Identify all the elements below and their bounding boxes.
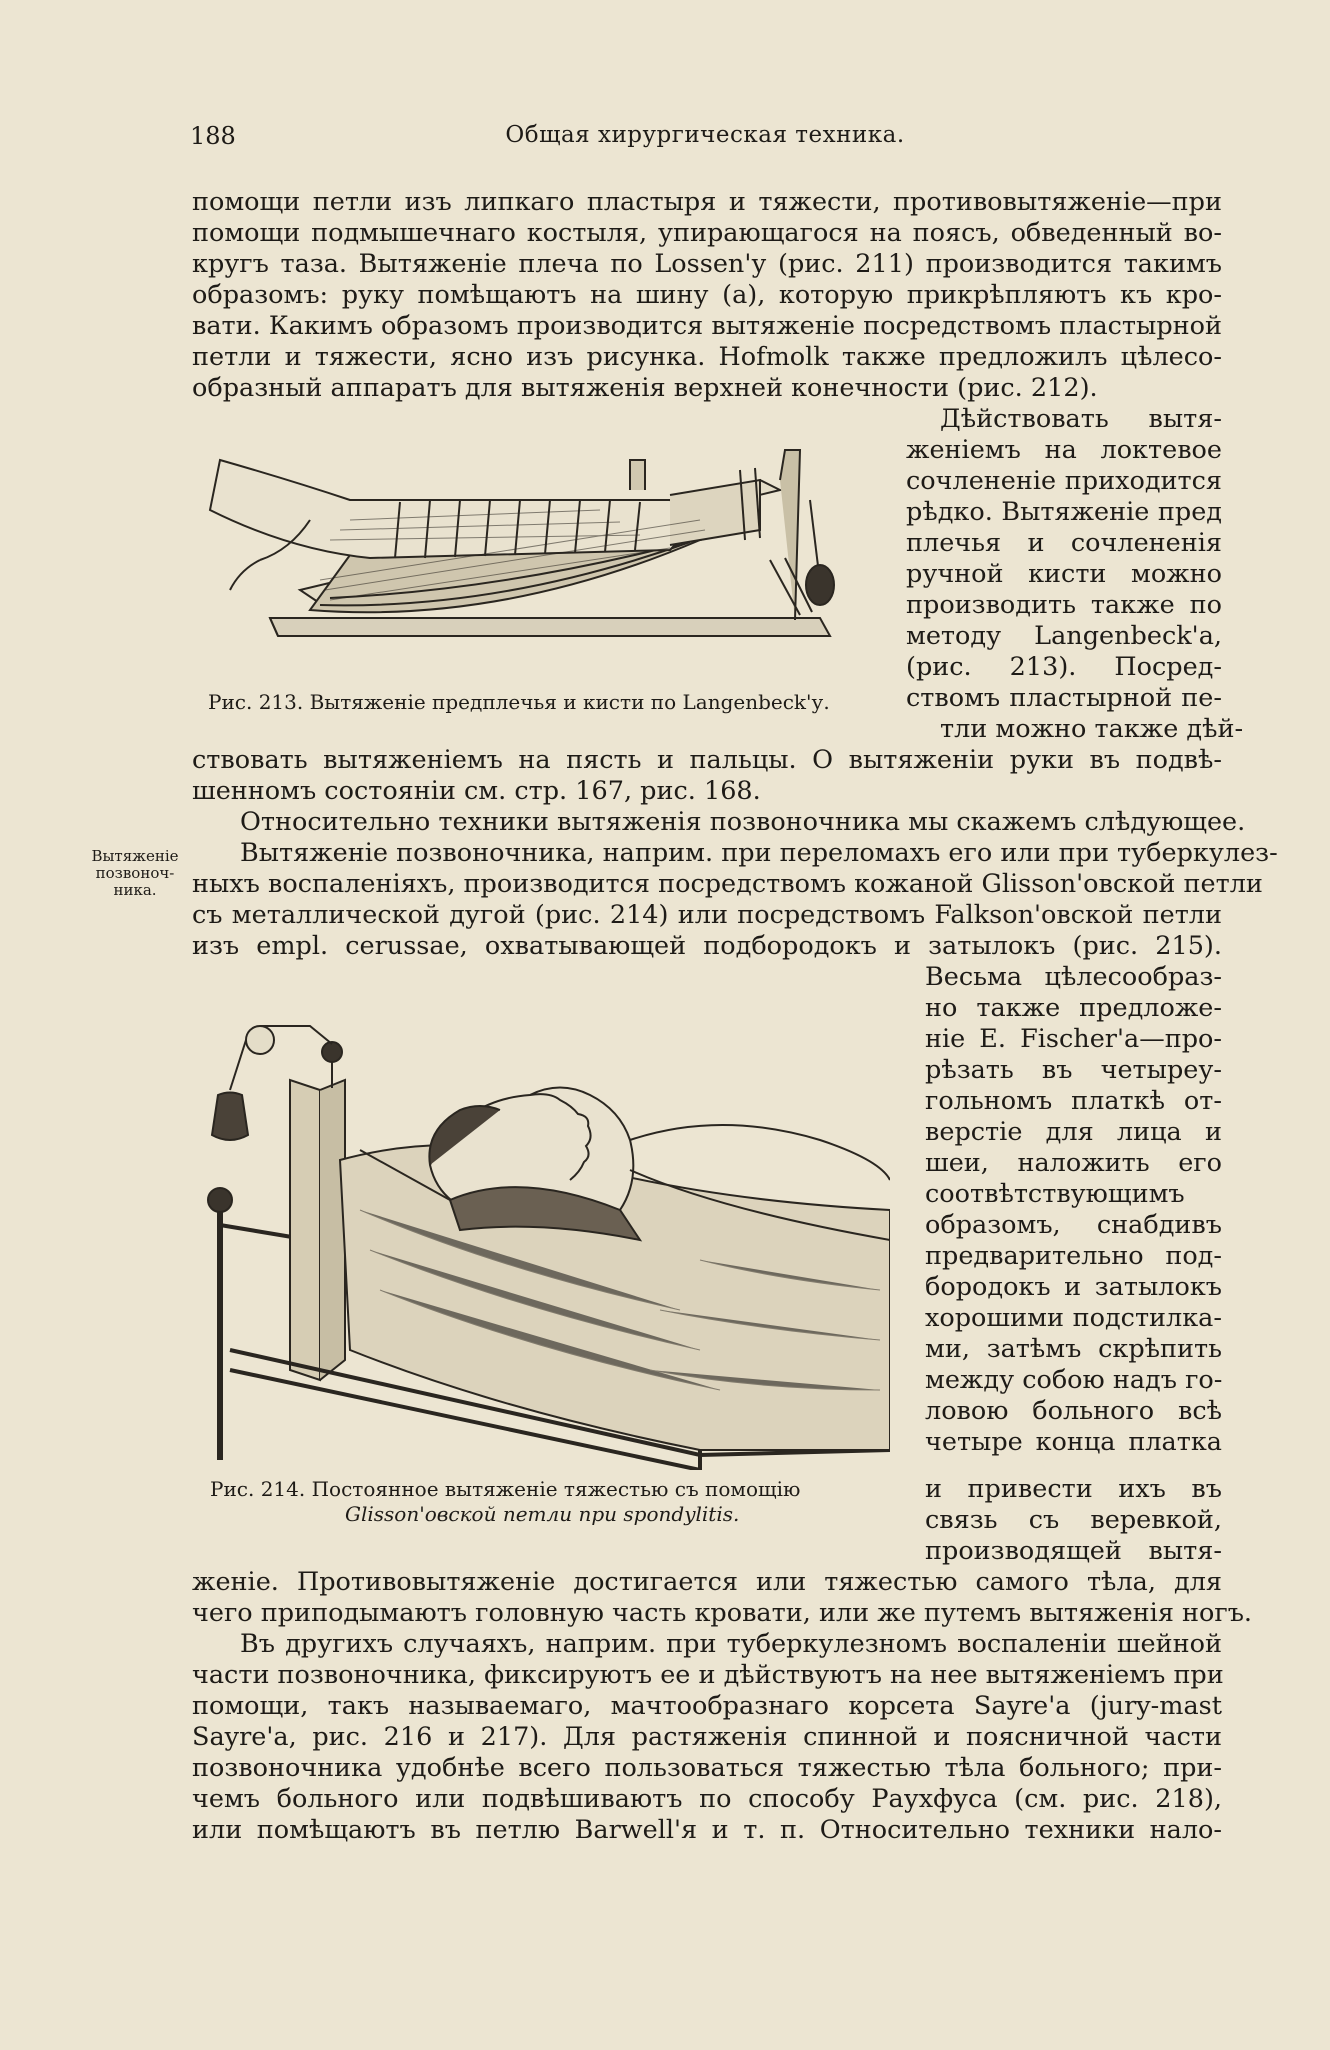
text-line: Дѣйствовать вытя- [940, 404, 1222, 434]
margin-note [74, 848, 196, 899]
text-line: части позвоночника, фиксируютъ ее и дѣйствуютъ на нее вытяженіемъ при [192, 1660, 1224, 1690]
text-line: тли можно также дѣй- [940, 714, 1244, 744]
text-line: рѣдко. Вытяженіе пред [906, 497, 1222, 527]
running-title: Общая хирургическая техника. [505, 122, 905, 148]
text-line: производить также по [906, 590, 1222, 620]
text-line: но также предложе- [925, 993, 1222, 1023]
text-line: ствовать вытяженіемъ на пясть и пальцы. О вытяженіи руки въ подвѣ- [192, 745, 1222, 775]
text-line: ныхъ воспаленіяхъ, производится посредствомъ кожаной Glisson'овской петли [192, 869, 1263, 899]
text-line: четыре конца платка [925, 1427, 1222, 1457]
margin-note-line: ника. [113, 881, 157, 899]
text-line: позвоночника удобнѣе всего пользоваться тяжестью тѣла больного; при- [192, 1753, 1222, 1783]
text-line: бородокъ и затылокъ [925, 1272, 1222, 1302]
text-line: верстіе для лица и [925, 1117, 1222, 1147]
text-line: вати. Какимъ образомъ производится вытяженіе посредствомъ пластырной [192, 311, 1222, 341]
text-line: образомъ: руку помѣщаютъ на шину (а), которую прикрѣпляютъ къ кро- [192, 280, 1222, 310]
text-line: кругъ таза. Вытяженіе плеча по Lossen'у (рис. 211) производится такимъ [192, 249, 1222, 279]
text-line: Вытяженіе позвоночника, наприм. при переломахъ его или при туберкулез- [240, 838, 1278, 868]
text-line: гольномъ платкѣ от- [925, 1086, 1222, 1116]
text-line: изъ empl. cerussae, охватывающей подбородокъ и затылокъ (рис. 215). [192, 931, 1222, 961]
text-line: женіемъ на локтевое [906, 435, 1222, 465]
margin-note-line: позвоноч- [95, 864, 175, 882]
text-line: ловою больного всѣ [925, 1396, 1222, 1426]
text-line: чемъ больного или подвѣшиваютъ по способу Рауxфуса (см. рис. 218), [192, 1784, 1222, 1814]
figure-213-caption: Рис. 213. Вытяженіе предплечья и кисти по Langenbeck'у. [208, 690, 830, 714]
text-line: хорошими подстилка- [925, 1303, 1222, 1333]
text-line: соотвѣтствующимъ [925, 1179, 1185, 1209]
text-line: Въ другихъ случаяхъ, наприм. при туберкулезномъ воспаленіи шейной [240, 1629, 1222, 1659]
text-line: помощи подмышечнаго костыля, упирающагося на поясъ, обведенный во- [192, 218, 1222, 248]
text-line: Относительно техники вытяженія позвоночника мы скажемъ слѣдующее. [240, 807, 1246, 837]
text-line: ствомъ пластырной пе- [906, 683, 1222, 713]
text-line: ніе E. Fischer'a—про- [925, 1024, 1222, 1054]
text-line: сочлененіе приходится [906, 466, 1222, 496]
figure-214-caption-line-1: Рис. 214. Постоянное вытяженіе тяжестью съ помощію [210, 1477, 801, 1501]
margin-note-line: Вытяженіе [91, 847, 179, 865]
running-header [190, 122, 1220, 156]
text-line: или помѣщаютъ въ петлю Barwell'я и т. п. Относительно техники нало- [192, 1815, 1222, 1845]
text-line: Sayre'a, рис. 216 и 217). Для растяженія спинной и поясничной части [192, 1722, 1222, 1752]
text-line: и привести ихъ въ [925, 1474, 1222, 1504]
text-line: производящей вытя- [925, 1536, 1222, 1566]
text-line: съ металлической дугой (рис. 214) или посредствомъ Falkson'овской петли [192, 900, 1222, 930]
text-line: предварительно под- [925, 1241, 1222, 1271]
figure-214-caption-line-2: Glisson'овской петли при spondylitis. [345, 1502, 740, 1526]
text-line: помощи, такъ называемаго, мачтообразнаго корсета Sayre'a (jury-mast [192, 1691, 1222, 1721]
figure-214-illustration [200, 1010, 890, 1470]
text-line: ми, затѣмъ скрѣпить [925, 1334, 1222, 1364]
figure-213-illustration [200, 440, 860, 670]
text-line: Весьма цѣлесообраз- [925, 962, 1222, 992]
text-line: шенномъ состояніи см. стр. 167, рис. 168. [192, 776, 761, 806]
text-line: методу Langenbeck'a, [906, 621, 1222, 651]
text-line: между собою надъ го- [925, 1365, 1223, 1395]
text-line: помощи петли изъ липкаго пластыря и тяжести, противовытяженіе—при [192, 187, 1222, 217]
text-line: связь съ веревкой, [925, 1505, 1222, 1535]
text-line: ручной кисти можно [906, 559, 1222, 589]
text-line: женіе. Противовытяженіе достигается или тяжестью самого тѣла, для [192, 1567, 1222, 1597]
text-line: рѣзать въ четыреу- [925, 1055, 1222, 1085]
text-line: (рис. 213). Посред- [906, 652, 1222, 682]
text-line: плечья и сочлененія [906, 528, 1222, 558]
text-line: чего приподымаютъ головную часть кровати, или же путемъ вытяженія ногъ. [192, 1598, 1253, 1628]
text-line: образомъ, снабдивъ [925, 1210, 1222, 1240]
page-number: 188 [190, 122, 236, 150]
text-line: петли и тяжести, ясно изъ рисунка. Hofmolk также предложилъ цѣлесо- [192, 342, 1222, 372]
text-line: образный аппаратъ для вытяженія верхней конечности (рис. 212). [192, 373, 1098, 403]
text-line: шеи, наложить его [925, 1148, 1222, 1178]
